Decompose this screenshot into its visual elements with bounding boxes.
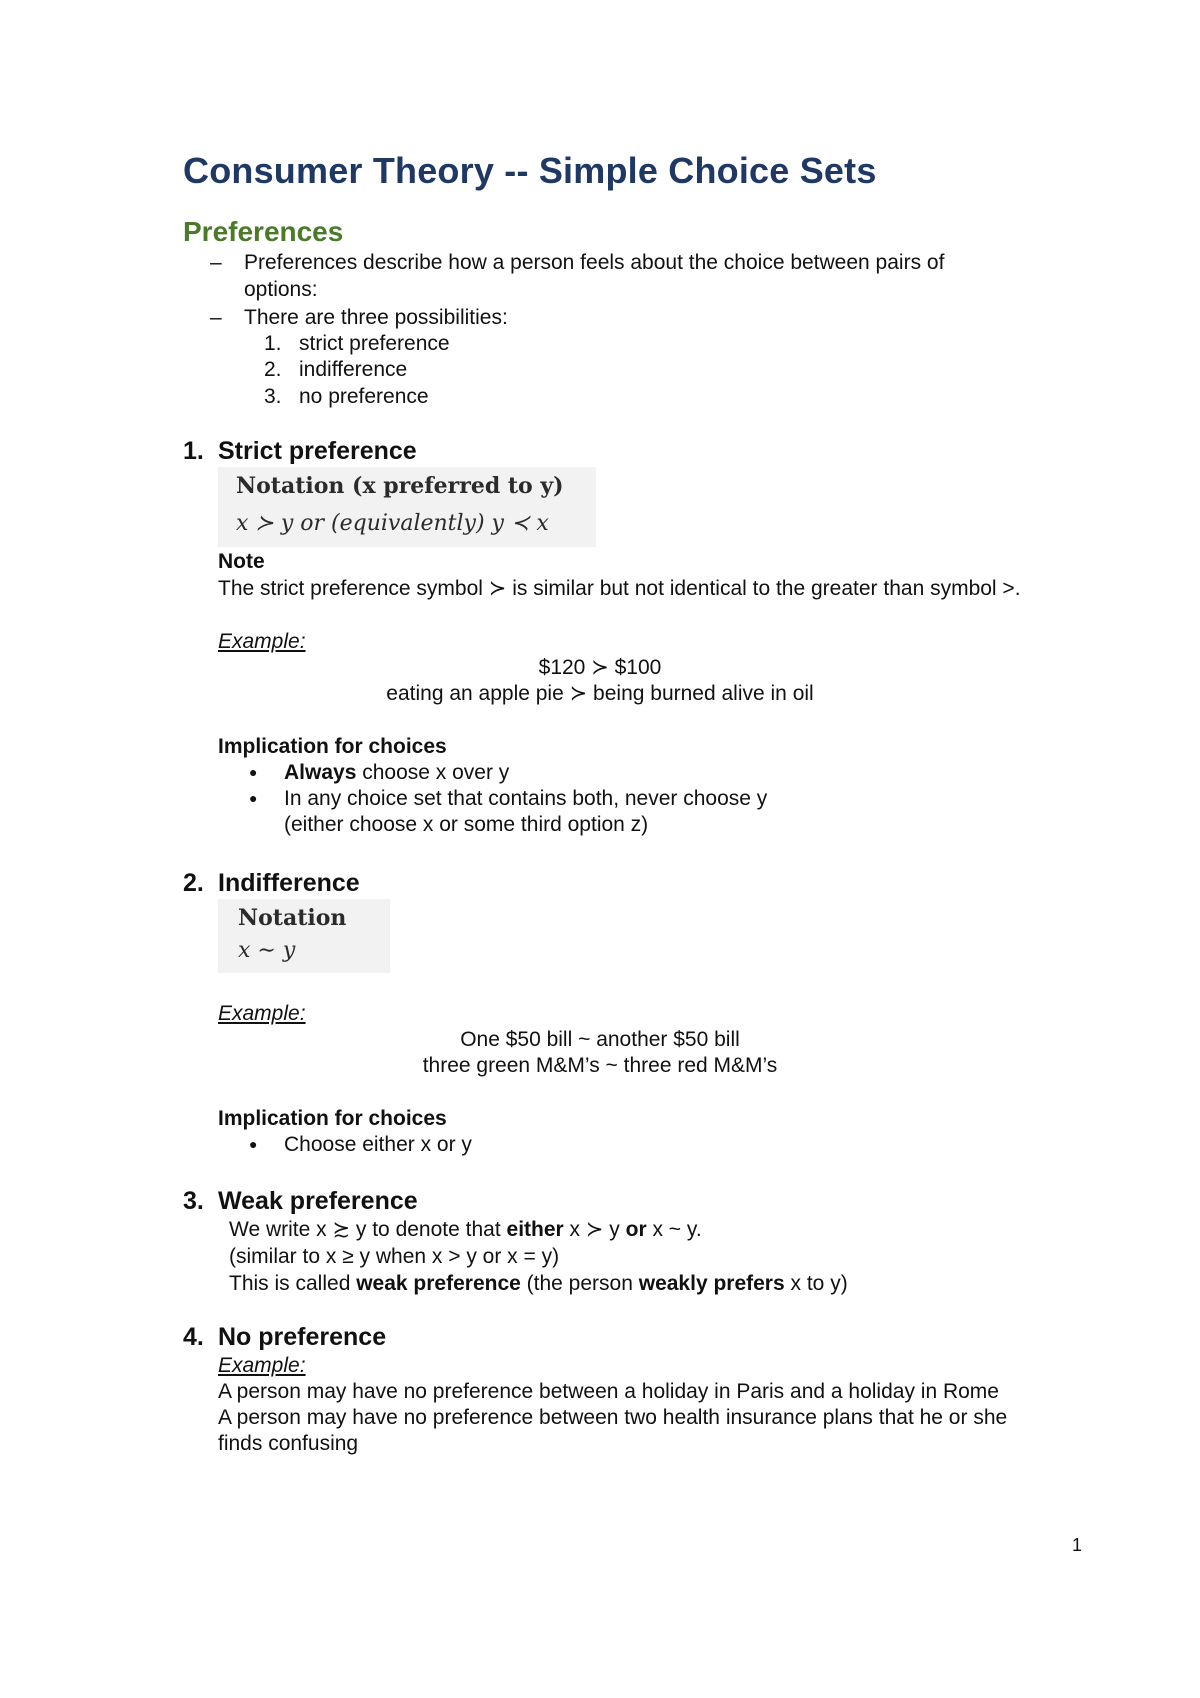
- example-line-1: $120 ≻ $100: [538, 656, 662, 679]
- note-text: The strict preference symbol ≻ is similar but not identical to the greater than symbol >.: [218, 577, 1021, 600]
- example-line-1: One $50 bill ~ another $50 bill: [460, 1028, 740, 1051]
- preferences-item-2: There are three possibilities:: [244, 306, 508, 329]
- implication-bullet-1: [284, 760, 509, 786]
- notation-title: Notation (x preferred to y): [236, 473, 564, 499]
- section-heading-weak-preference: Weak preference: [218, 1187, 418, 1215]
- list-number: 1.: [264, 332, 282, 355]
- weak-definition-line-3: This is called weak preference (the person weakly prefers x to y): [229, 1272, 848, 1295]
- nopref-example-line-3: finds confusing: [218, 1432, 359, 1455]
- notation-formula: x ≻ y or (equivalently) y ≺ x: [236, 511, 549, 536]
- dash-marker: –: [210, 306, 222, 329]
- preferences-item-1-line-1: Preferences describe how a person feels about the choice between pairs of: [244, 251, 945, 274]
- weak-definition-line-2: (similar to x ≥ y when x > y or x = y): [229, 1245, 560, 1268]
- possibility-2: indifference: [299, 358, 408, 381]
- bullet-icon: ●: [249, 1136, 258, 1152]
- implication-bullet-2-line-2: (either choose x or some third option z): [284, 813, 649, 836]
- bullet-text: choose x over y: [356, 761, 510, 784]
- weak-definition-line-1: We write x ≿ y to denote that either x ≻ y or x ~ y.: [229, 1218, 702, 1241]
- preferences-item-1-line-2: options:: [244, 278, 318, 301]
- implication-bullet-1: Choose either x or y: [284, 1133, 472, 1156]
- list-number: 3.: [264, 385, 282, 408]
- notation-formula: x ∼ y: [238, 938, 296, 963]
- bullet-icon: ●: [249, 764, 258, 780]
- possibility-3: no preference: [299, 385, 429, 408]
- example-label: Example:: [218, 630, 306, 653]
- note-label: Note: [218, 550, 265, 573]
- section-number: 2.: [183, 869, 204, 897]
- nopref-example-line-1: A person may have no preference between a holiday in Paris and a holiday in Rome: [218, 1380, 999, 1403]
- notation-title: Notation: [238, 905, 347, 931]
- example-label: Example:: [218, 1002, 306, 1025]
- notation-box-indifference: [218, 899, 390, 973]
- notation-box-strict: [218, 467, 596, 547]
- implication-label: Implication for choices: [218, 735, 447, 758]
- section-number: 4.: [183, 1323, 204, 1351]
- page-title: Consumer Theory -- Simple Choice Sets: [183, 150, 877, 191]
- bullet-icon: ●: [249, 790, 258, 806]
- example-label: Example:: [218, 1354, 306, 1377]
- page-number: 1: [1072, 1535, 1083, 1555]
- implication-bullet-2-line-1: In any choice set that contains both, never choose y: [284, 787, 768, 810]
- section-heading-strict-preference: Strict preference: [218, 437, 417, 465]
- section-heading-no-preference: No preference: [218, 1323, 387, 1351]
- section-heading-preferences: Preferences: [183, 216, 344, 247]
- section-number: 3.: [183, 1187, 204, 1215]
- possibility-1: strict preference: [299, 332, 450, 355]
- implication-label: Implication for choices: [218, 1107, 447, 1130]
- section-heading-indifference: Indifference: [218, 869, 360, 897]
- nopref-example-line-2: A person may have no preference between two health insurance plans that he or she: [218, 1406, 1008, 1429]
- example-line-2: eating an apple pie ≻ being burned alive in oil: [386, 682, 814, 705]
- section-number: 1.: [183, 437, 204, 465]
- example-line-2: three green M&M’s ~ three red M&M’s: [422, 1054, 778, 1077]
- list-number: 2.: [264, 358, 282, 381]
- dash-marker: –: [210, 251, 222, 274]
- emphasis-always: Always: [284, 761, 357, 784]
